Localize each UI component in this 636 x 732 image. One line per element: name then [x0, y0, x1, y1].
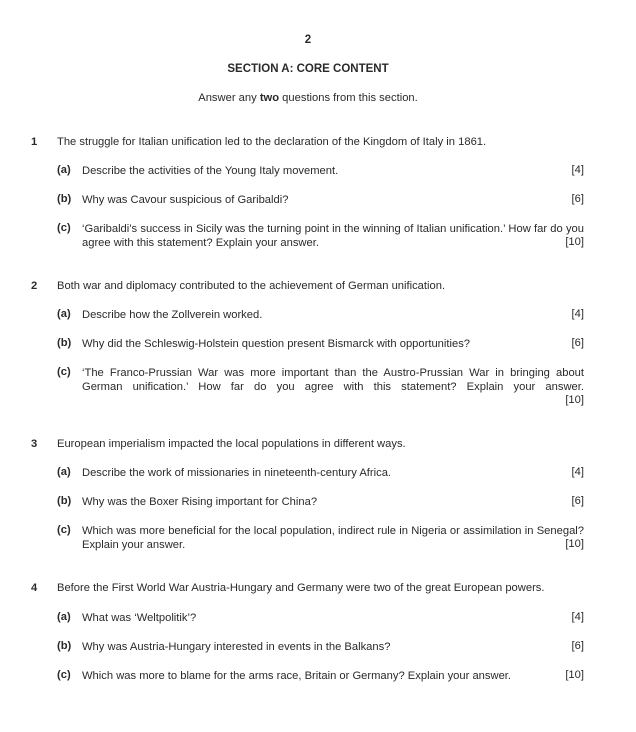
instruction-emphasis: two — [259, 92, 280, 104]
question-1b-label: (b) — [57, 193, 72, 205]
question-4c-label: (c) — [57, 669, 71, 681]
question-1b-text: Why was Cavour suspicious of Garibaldi? — [82, 194, 289, 206]
question-4b-marks: [6] — [571, 640, 584, 652]
question-3c-label: (c) — [57, 524, 71, 536]
question-3a-label: (a) — [57, 466, 71, 478]
question-2b-label: (b) — [57, 337, 72, 349]
question-3a-marks: [4] — [571, 466, 584, 478]
question-4b-label: (b) — [57, 640, 72, 652]
question-3-number: 3 — [31, 438, 38, 450]
question-2-stem: Both war and diplomacy contributed to the achievement of German unification. — [57, 280, 446, 292]
question-2b-text: Why did the Schleswig-Holstein question present Bismarck with opportunities? — [82, 338, 471, 350]
question-4c-text: Which was more to blame for the arms race, Britain or Germany? Explain your answer. — [82, 670, 512, 682]
question-2c-text: ‘The Franco-Prussian War was more important than the Austro-Prussian War in bringing about German unification.’ How far do you agree with this statement? Explain your answer. — [82, 367, 584, 393]
question-2c-label: (c) — [57, 366, 71, 378]
question-4a-label: (a) — [57, 611, 71, 623]
question-3c-marks: [10] — [565, 538, 584, 550]
question-1a-marks: [4] — [571, 164, 584, 176]
question-3b-label: (b) — [57, 495, 72, 507]
instruction — [0, 92, 616, 104]
question-2-number: 2 — [31, 280, 38, 292]
question-1c-marks: [10] — [565, 236, 584, 248]
question-3-stem: European imperialism impacted the local populations in different ways. — [57, 438, 406, 450]
section-title: SECTION A: CORE CONTENT — [227, 63, 389, 75]
question-4c-marks: [10] — [565, 669, 584, 681]
question-2b-marks: [6] — [571, 337, 584, 349]
instruction-text: Answer any — [198, 92, 260, 104]
question-1a-label: (a) — [57, 164, 71, 176]
question-4a-text: What was ‘Weltpolitik’? — [82, 612, 197, 624]
question-4a-marks: [4] — [571, 611, 584, 623]
question-2a-label: (a) — [57, 308, 71, 320]
question-4-number: 4 — [31, 582, 38, 594]
question-1c-text: ‘Garibaldi’s success in Sicily was the turning point in the winning of Italian unification.’ How far do you agree with this statement? Explain your answer. — [82, 223, 584, 249]
question-1c-label: (c) — [57, 222, 71, 234]
question-1-stem: The struggle for Italian unification led to the declaration of the Kingdom of Italy in 1861. — [57, 136, 487, 148]
page-number: 2 — [304, 34, 312, 46]
question-2a-marks: [4] — [571, 308, 584, 320]
question-3b-marks: [6] — [571, 495, 584, 507]
question-1-number: 1 — [31, 136, 38, 148]
question-4b-text: Why was Austria-Hungary interested in events in the Balkans? — [82, 641, 391, 653]
question-3c-text: Which was more beneficial for the local population, indirect rule in Nigeria or assimilation in Senegal? Explain your answer. — [82, 525, 584, 551]
question-1a-text: Describe the activities of the Young Italy movement. — [82, 165, 339, 177]
question-2a-text: Describe how the Zollverein worked. — [82, 309, 263, 321]
question-1b-marks: [6] — [571, 193, 584, 205]
question-4-stem: Before the First World War Austria-Hungary and Germany were two of the great European powers. — [57, 582, 545, 594]
instruction-text-end: questions from this section. — [279, 92, 418, 104]
question-2c-marks: [10] — [565, 394, 584, 406]
question-3b-text: Why was the Boxer Rising important for China? — [82, 496, 318, 508]
question-3a-text: Describe the work of missionaries in nineteenth-century Africa. — [82, 467, 392, 479]
